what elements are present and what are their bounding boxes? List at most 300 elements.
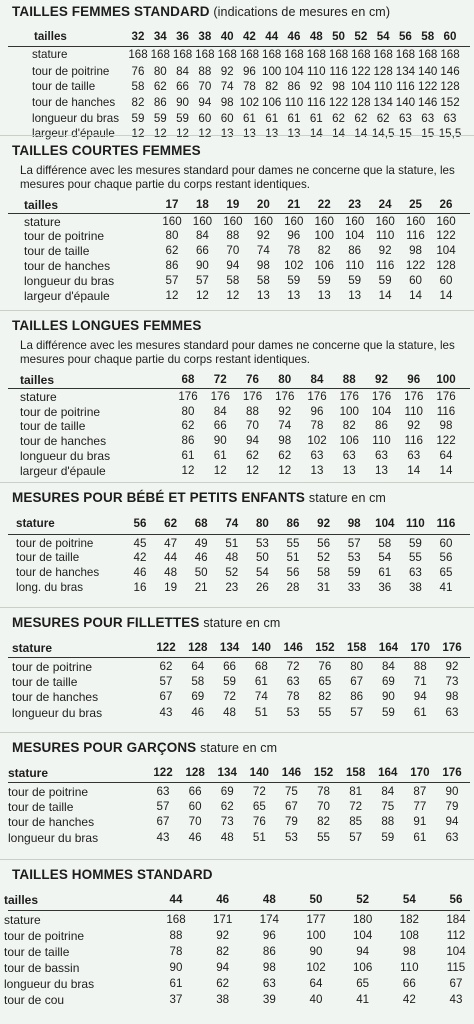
table-cell: 160 [375,215,395,228]
table-cell: 86 [181,434,195,447]
size-header-80: 80 [278,373,292,386]
size-header-26: 26 [439,198,453,211]
table-cell: 64 [309,977,323,990]
table-cell: 61 [309,112,323,125]
size-header-152: 152 [313,766,334,779]
row-label: tour de poitrine [24,229,105,243]
table-cell: 94 [226,259,240,272]
table-cell: 69 [191,690,205,703]
table-cell: 61 [413,706,427,719]
table-cell: 110 [345,259,364,272]
table-cell: 15 [398,127,412,140]
table-cell: 53 [255,537,269,550]
table-cell: 59 [223,675,236,688]
row-label: longueur du bras [24,274,115,288]
table-cell: 14 [332,127,346,140]
table-cell: 53 [284,831,298,844]
table-cell: 51 [225,537,239,550]
table-cell: 62 [332,112,346,125]
table-cell: 12 [131,127,145,140]
section-title [12,318,201,333]
table-cell: 13 [342,464,356,477]
size-header-44: 44 [169,893,183,906]
size-header-32: 32 [131,30,145,43]
table-cell: 82 [317,815,330,828]
table-cell: 90 [176,96,190,109]
table-cell: 160 [284,215,304,228]
table-cell: 98 [439,419,453,432]
table-cell: 140 [418,65,438,78]
table-cell: 122 [436,229,456,242]
table-cell: 110 [307,65,326,78]
section-title [12,740,277,755]
table-cell: 43 [449,993,463,1006]
table-cell: 84 [176,65,190,78]
table-cell: 63 [375,449,388,462]
size-header-18: 18 [195,198,209,211]
table-cell: 168 [128,48,148,61]
table-cell: 56 [439,551,453,564]
size-header-50: 50 [309,893,323,906]
table-cell: 66 [176,80,190,93]
table-cell: 128 [373,65,393,78]
table-cell: 85 [349,815,363,828]
size-header-176: 176 [442,766,462,779]
table-cell: 94 [198,96,212,109]
table-cell: 106 [314,259,334,272]
size-header-36: 36 [176,30,190,43]
size-header-170: 170 [410,766,430,779]
size-header-25: 25 [409,198,422,211]
table-cell: 48 [164,566,178,579]
table-cell: 98 [262,961,276,974]
size-header-60: 60 [443,30,457,43]
table-cell: 77 [413,800,427,813]
table-cell: 64 [439,449,453,462]
section-subtitle: stature en cm [203,616,281,630]
table-cell: 58 [131,80,145,93]
section-intro: La différence avec les mesures standard pour dames ne concerne que la stature, les mesures pour chaque partie du corps restant identiques. [20,164,455,191]
table-cell: 134 [373,96,393,109]
table-cell: 80 [350,660,364,673]
header-rule [8,910,470,911]
section-subtitle: stature en cm [308,491,386,505]
table-cell: 63 [262,977,276,990]
table-cell: 60 [409,274,422,287]
table-cell: 160 [223,215,243,228]
size-header-48: 48 [309,30,323,43]
header-label: stature [8,766,49,780]
table-cell: 48 [225,551,239,564]
row-label: tour de hanches [16,566,100,579]
table-cell: 42 [402,993,416,1006]
table-cell: 182 [399,913,419,926]
row-label: largeur d'épaule [20,464,106,478]
table-cell: 70 [188,815,202,828]
table-cell: 14 [439,289,453,302]
table-cell: 76 [318,660,332,673]
table-cell: 63 [421,112,435,125]
table-cell: 58 [317,566,331,579]
size-header-92: 92 [375,373,388,386]
header-rule [8,782,470,783]
size-header-100: 100 [436,373,456,386]
section-title-text: TAILLES HOMMES STANDARD [12,867,213,882]
table-cell: 51 [286,551,300,564]
table-cell: 59 [153,112,167,125]
table-cell: 92 [256,229,270,242]
row-label: tour de cou [4,993,65,1007]
table-cell: 98 [409,244,422,257]
table-cell: 91 [413,815,427,828]
table-cell: 61 [181,449,195,462]
section-title-text: TAILLES FEMMES STANDARD [12,4,210,19]
section-divider [0,859,474,860]
table-cell: 59 [287,274,301,287]
table-cell: 61 [169,977,183,990]
table-cell: 88 [226,229,240,242]
table-cell: 122 [405,259,426,272]
table-cell: 67 [350,675,364,688]
table-cell: 12 [195,289,209,302]
size-header-54: 54 [402,893,416,906]
table-cell: 57 [350,706,364,719]
table-cell: 176 [339,390,359,403]
table-cell: 15 [421,127,435,140]
table-cell: 82 [317,244,331,257]
table-cell: 134 [395,65,416,78]
section-title [12,143,201,158]
table-cell: 86 [350,690,364,703]
size-header-152: 152 [315,641,335,654]
section-fillettes [0,615,474,745]
table-cell: 62 [181,419,195,432]
table-cell: 28 [286,581,300,594]
table-cell: 160 [162,215,182,228]
table-cell: 66 [188,785,202,798]
table-cell: 82 [318,690,332,703]
table-cell: 46 [191,706,205,719]
table-cell: 84 [381,785,395,798]
table-cell: 14 [309,127,323,140]
table-cell: 110 [284,96,304,109]
table-cell: 57 [347,537,361,550]
table-cell: 78 [242,80,256,93]
table-cell: 80 [165,229,179,242]
row-label: tour de bassin [4,961,80,975]
size-header-56: 56 [133,517,147,530]
size-header-50: 50 [332,30,346,43]
table-cell: 176 [210,390,230,403]
table-cell: 59 [378,274,392,287]
table-cell: 122 [418,80,438,93]
size-header-92: 92 [317,517,331,530]
table-cell: 53 [347,551,361,564]
table-cell: 63 [443,112,457,125]
table-cell: 52 [225,566,239,579]
row-label: tour de taille [20,419,86,433]
row-label: tour de taille [4,945,70,959]
table-cell: 48 [220,831,234,844]
header-label: stature [12,641,53,655]
size-header-116: 116 [436,517,456,530]
table-cell: 82 [216,945,230,958]
header-label: tailles [20,373,55,387]
table-cell: 33 [347,581,361,594]
table-cell: 50 [194,566,208,579]
table-cell: 61 [413,831,427,844]
table-cell: 168 [239,48,260,61]
table-cell: 94 [216,961,230,974]
row-label: largeur d'épaule [24,289,110,303]
table-cell: 38 [408,581,422,594]
table-cell: 60 [439,274,453,287]
table-cell: 39 [262,993,276,1006]
row-label: tour de taille [16,551,80,564]
table-cell: 76 [252,815,266,828]
row-label: largeur d'épaule [32,127,115,140]
table-cell: 116 [307,96,326,109]
table-cell: 106 [262,96,282,109]
row-label: longueur du bras [8,831,99,845]
section-title [12,615,280,630]
table-cell: 12 [246,464,259,477]
table-cell: 14 [354,127,368,140]
table-cell: 90 [309,945,323,958]
table-cell: 79 [284,815,298,828]
table-cell: 57 [165,274,179,287]
table-cell: 53 [286,706,300,719]
table-cell: 72 [286,660,300,673]
section-title-text: MESURES POUR FILLETTES [12,615,200,630]
table-cell: 110 [400,961,419,974]
table-cell: 49 [194,537,208,550]
table-cell: 79 [445,800,459,813]
table-cell: 104 [436,244,456,257]
section-longues-femmes [0,318,474,478]
table-cell: 122 [351,65,371,78]
table-cell: 88 [246,405,259,418]
table-cell: 70 [198,80,212,93]
size-header-146: 146 [281,766,302,779]
table-cell: 160 [344,215,365,228]
table-cell: 13 [256,289,270,302]
row-label: tour de hanches [12,690,99,704]
table-cell: 63 [398,112,412,125]
table-cell: 106 [352,961,373,974]
table-cell: 176 [371,390,392,403]
table-cell: 168 [306,48,326,61]
table-cell: 174 [259,913,279,926]
table-cell: 15,5 [438,127,462,140]
table-cell: 57 [156,800,170,813]
table-cell: 62 [278,449,292,462]
table-cell: 86 [262,945,276,958]
row-label: stature [32,48,68,61]
table-cell: 75 [381,800,395,813]
table-cell: 152 [440,96,460,109]
size-header-98: 98 [347,517,361,530]
table-cell: 62 [159,660,173,673]
section-divider [0,607,474,608]
size-header-19: 19 [226,198,240,211]
table-cell: 122 [436,434,456,447]
table-cell: 168 [418,48,438,61]
section-divider [0,310,474,311]
table-cell: 122 [328,96,349,109]
table-cell: 40 [309,993,323,1006]
table-cell: 62 [220,800,234,813]
table-cell: 62 [165,244,179,257]
table-cell: 65 [318,675,332,688]
table-cell: 62 [153,80,167,93]
size-header-84: 84 [310,373,324,386]
table-cell: 65 [439,566,453,579]
size-header-24: 24 [378,198,392,211]
table-cell: 168 [328,48,349,61]
table-cell: 92 [220,65,234,78]
table-cell: 59 [381,706,395,719]
table-cell: 16 [133,581,147,594]
table-cell: 70 [246,419,259,432]
table-cell: 13 [265,127,279,140]
table-cell: 58 [226,274,240,287]
table-cell: 128 [351,96,371,109]
size-header-158: 158 [345,766,366,779]
table-cell: 46 [194,551,208,564]
section-divider [0,135,474,136]
table-cell: 78 [286,690,300,703]
section-femmes-standard [0,4,474,140]
table-cell: 13 [317,289,331,302]
table-cell: 116 [396,80,415,93]
table-cell: 184 [446,913,466,926]
table-cell: 94 [246,434,259,447]
table-cell: 57 [349,831,363,844]
table-cell: 82 [342,419,356,432]
size-header-46: 46 [287,30,301,43]
table-cell: 62 [246,449,259,462]
table-cell: 43 [156,831,170,844]
table-cell: 12 [176,127,190,140]
row-label: tour de poitrine [4,929,85,943]
table-cell: 90 [169,961,183,974]
table-cell: 100 [306,929,326,942]
table-cell: 176 [404,390,424,403]
table-cell: 96 [310,405,324,418]
size-header-62: 62 [164,517,178,530]
table-cell: 36 [378,581,392,594]
header-label: stature [16,517,55,530]
table-cell: 14 [409,289,422,302]
table-cell: 61 [378,566,392,579]
section-garcons [0,740,474,870]
table-cell: 104 [344,229,365,242]
size-header-104: 104 [375,517,395,530]
table-cell: 110 [373,80,393,93]
table-cell: 78 [287,244,301,257]
table-cell: 116 [329,65,348,78]
table-cell: 176 [275,390,295,403]
size-header-128: 128 [185,766,205,779]
section-hommes-standard [0,867,474,1007]
table-cell: 46 [133,566,147,579]
row-label: longueur du bras [12,706,103,720]
row-label: stature [4,913,41,927]
table-cell: 57 [195,274,209,287]
table-cell: 12 [198,127,212,140]
table-cell: 82 [265,80,279,93]
table-cell: 87 [413,785,427,798]
section-intro: La différence avec les mesures standard pour dames ne concerne que la stature, les mesures pour chaque partie du corps restant identiques. [20,339,455,366]
table-cell: 62 [216,977,230,990]
table-cell: 90 [213,434,227,447]
table-cell: 94 [445,815,459,828]
table-cell: 41 [356,993,370,1006]
table-cell: 59 [317,274,331,287]
table-cell: 51 [252,831,266,844]
table-cell: 115 [446,961,466,974]
table-cell: 59 [347,566,361,579]
table-cell: 13 [348,289,362,302]
section-subtitle: (indications de mesures en cm) [213,5,391,19]
size-header-164: 164 [378,641,399,654]
table-cell: 176 [242,390,263,403]
table-cell: 160 [192,215,213,228]
table-cell: 52 [317,551,331,564]
table-cell: 140 [395,96,416,109]
table-cell: 110 [404,405,423,418]
table-cell: 102 [284,259,304,272]
table-cell: 14 [439,464,453,477]
table-cell: 160 [436,215,456,228]
header-label: tailles [34,30,67,43]
table-cell: 48 [223,706,236,719]
row-label: long. du bras [16,581,84,594]
row-label: tour de poitrine [12,660,93,674]
section-divider [0,482,474,483]
size-header-56: 56 [449,893,463,906]
table-cell: 62 [354,112,368,125]
table-cell: 84 [213,405,227,418]
section-title-text: MESURES POUR BÉBÉ ET PETITS ENFANTS [12,490,306,505]
table-cell: 42 [133,551,147,564]
table-cell: 37 [169,993,183,1006]
size-header-20: 20 [256,198,270,211]
table-cell: 31 [317,581,331,594]
size-header-48: 48 [262,893,276,906]
size-header-146: 146 [283,641,303,654]
table-cell: 26 [255,581,269,594]
table-cell: 168 [284,48,304,61]
size-header-23: 23 [348,198,362,211]
row-label: longueur du bras [32,112,120,125]
table-cell: 76 [131,65,145,78]
section-title [12,4,390,19]
table-cell: 168 [172,48,193,61]
table-cell: 98 [220,96,234,109]
table-cell: 45 [133,537,147,550]
table-cell: 41 [439,581,453,594]
table-cell: 90 [381,690,395,703]
table-cell: 171 [212,913,233,926]
size-header-56: 56 [398,30,412,43]
table-cell: 74 [220,80,234,93]
table-cell: 102 [307,434,327,447]
table-cell: 59 [381,831,395,844]
table-cell: 168 [166,913,186,926]
table-cell: 80 [153,65,167,78]
